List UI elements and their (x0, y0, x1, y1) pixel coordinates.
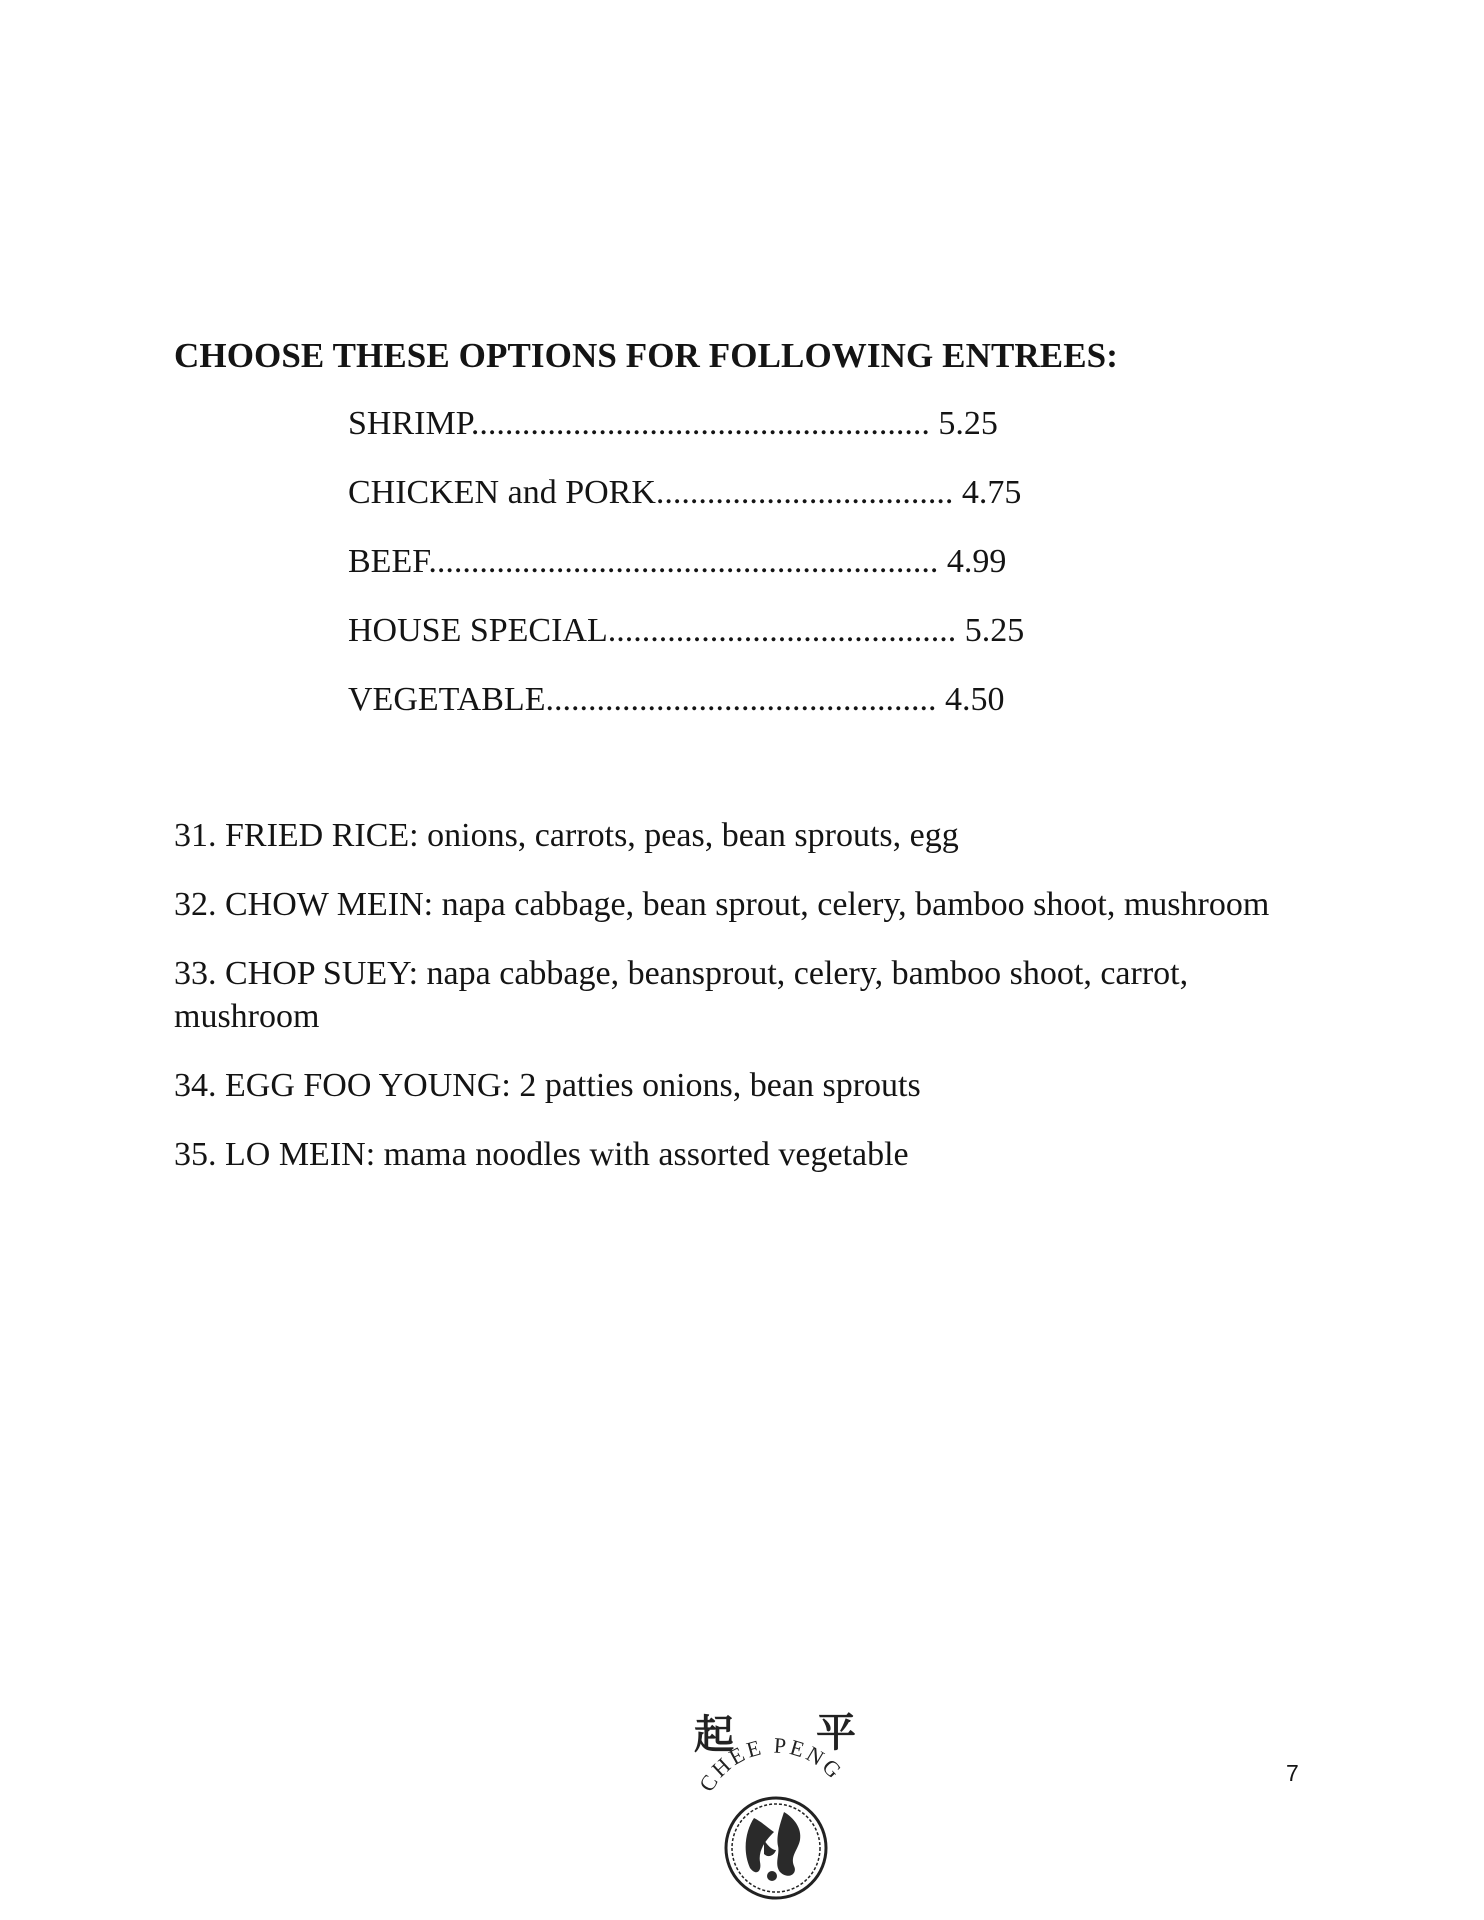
option-leader-dots: ................................... (655, 474, 954, 511)
chee-peng-logo (676, 1700, 876, 1900)
entree-item-fried-rice: 31. FRIED RICE: onions, carrots, peas, bean sprouts, egg (174, 817, 959, 854)
option-name: HOUSE SPECIAL (348, 612, 608, 649)
option-price: 4.99 (946, 543, 1007, 580)
option-leader-dots: ............................................................ (428, 543, 939, 580)
logo-chinese-char-right: 平 (816, 1710, 856, 1756)
entree-list (174, 814, 1314, 1202)
option-vegetable (348, 680, 1068, 749)
option-leader-dots: ......................................... (607, 612, 957, 649)
logo-emblem-ring (726, 1798, 826, 1898)
option-name: VEGETABLE (348, 681, 546, 718)
option-leader-dots: .............................................. (545, 681, 937, 718)
option-price: 4.50 (944, 681, 1005, 718)
option-name: CHICKEN and PORK (348, 474, 656, 511)
option-price: 5.25 (964, 612, 1025, 649)
entree-item-egg-foo-young: 34. EGG FOO YOUNG: 2 patties onions, bean sprouts (174, 1067, 921, 1104)
logo-arc-text: CHEE PENG (693, 1732, 849, 1796)
options-heading: CHOOSE THESE OPTIONS FOR FOLLOWING ENTREES: (174, 336, 1119, 375)
entree-item-chop-suey: 33. CHOP SUEY: napa cabbage, beansprout, celery, bamboo shoot, carrot, mushroom (174, 955, 1189, 1035)
option-leader-dots: ...................................................... (470, 405, 930, 442)
options-list (348, 404, 1068, 749)
option-house-special (348, 611, 1068, 680)
option-price: 4.75 (961, 474, 1022, 511)
option-beef (348, 542, 1068, 611)
page-number: 7 (1286, 1760, 1299, 1786)
entree-item-lo-mein: 35. LO MEIN: mama noodles with assorted vegetable (174, 1136, 909, 1173)
dragon-phoenix-icon (746, 1812, 801, 1881)
entree-item-chow-mein: 32. CHOW MEIN: napa cabbage, bean sprout, celery, bamboo shoot, mushroom (174, 886, 1270, 923)
option-shrimp (348, 404, 1068, 473)
logo-chinese-char-left: 起 (694, 1712, 734, 1758)
option-name: BEEF (348, 543, 429, 580)
option-chicken-pork (348, 473, 1068, 542)
option-price: 5.25 (938, 405, 998, 442)
option-name: SHRIMP (348, 405, 471, 442)
